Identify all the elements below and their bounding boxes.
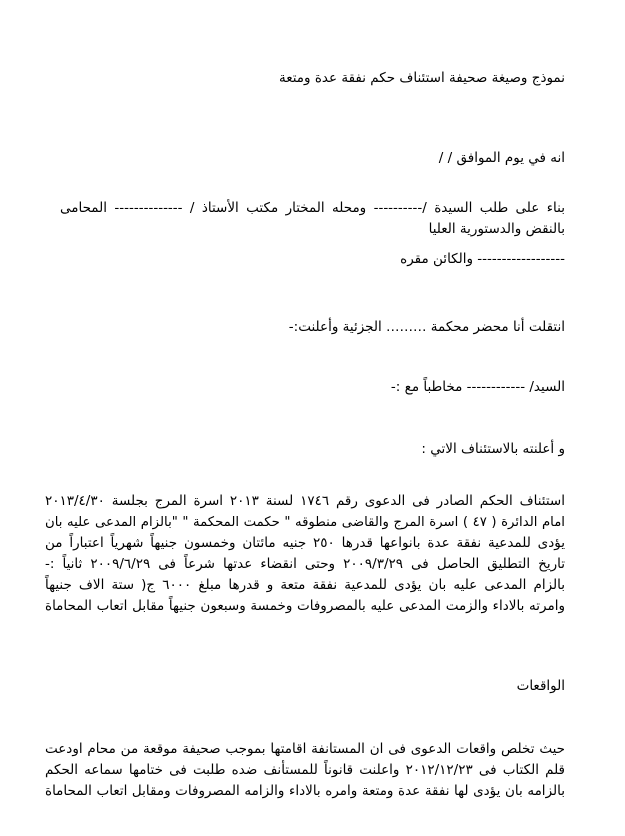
facts-line: حيث تخلص واقعات الدعوى فى ان المستانفة اقامتها بموجب صحيفة موقعة من محام اودعت bbox=[45, 741, 565, 757]
addressee-line: السيد/ ------------ مخاطباً مع :- bbox=[390, 379, 565, 395]
appeal-line: وامرته بالاداء والزمت المدعى عليه بالمصروفات وخمسة وسبعون جنيهاً مقابل اتعاب المحاماة bbox=[45, 598, 565, 614]
request-line: بناء على طلب السيدة /---------- ومحله المختار مكتب الأستاذ / -------------- المحامى bbox=[60, 200, 565, 216]
appeal-line: بالزام المدعى عليه بان يؤدى للمدعية نفقة متعة و قدرها مبلغ ٦٠٠٠ ج( ستة الاف جنيهاً bbox=[45, 577, 565, 593]
appeal-paragraph bbox=[45, 491, 565, 617]
facts-heading: الواقعات bbox=[516, 678, 565, 694]
facts-line: قلم الكتاب فى ٢٠١٢/١٢/٢٣ واعلنت قانوناً للمستأنف ضده طلبت فى ختامها سماعه الحكم bbox=[45, 762, 566, 778]
date-line: انه في يوم الموافق / / bbox=[438, 150, 565, 166]
transfer-line: انتقلت أنا محضر محكمة ……… الجزئية وأعلنت:- bbox=[288, 319, 565, 335]
document-title: نموذج وصيغة صحيفة استئناف حكم نفقة عدة ومتعة bbox=[278, 70, 565, 86]
appeal-line: امام الدائرة ( ٤٧ ) اسرة المرج والقاضى منطوقه " حكمت المحكمة " "بالزام المدعى عليه بان bbox=[45, 515, 565, 530]
request-paragraph bbox=[60, 198, 565, 240]
appeal-line: تاريخ التطليق الحاصل فى ٢٠٠٩/٣/٢٩ وحتى انقضاء عدتها شرعاً فى ٢٠٠٩/٦/٢٩ ثانياً :- bbox=[45, 556, 565, 572]
appeal-line: يؤدى للمدعية نفقة عدة بانواعها قدرها ٢٥٠ جنيه مائتان وخمسون جنيهاً شهرياً اعتباراً من bbox=[45, 535, 565, 551]
facts-line: بالزامه بان يؤدى لها نفقة عدة ومتعة وامره بالاداء والزامه المصروفات ومقابل اتعاب المحاماة bbox=[45, 783, 565, 799]
facts-paragraph bbox=[45, 739, 565, 802]
residence-line: ------------------ والكائن مقره bbox=[400, 251, 565, 267]
announcement-line: و أعلنته بالاستئناف الاتي : bbox=[421, 441, 565, 457]
request-line: بالنقض والدستورية العليا bbox=[428, 221, 565, 237]
appeal-line: استئناف الحكم الصادر فى الدعوى رقم ١٧٤٦ لسنة ٢٠١٣ اسرة المرج بجلسة ٢٠١٣/٤/٣٠ bbox=[45, 493, 565, 509]
